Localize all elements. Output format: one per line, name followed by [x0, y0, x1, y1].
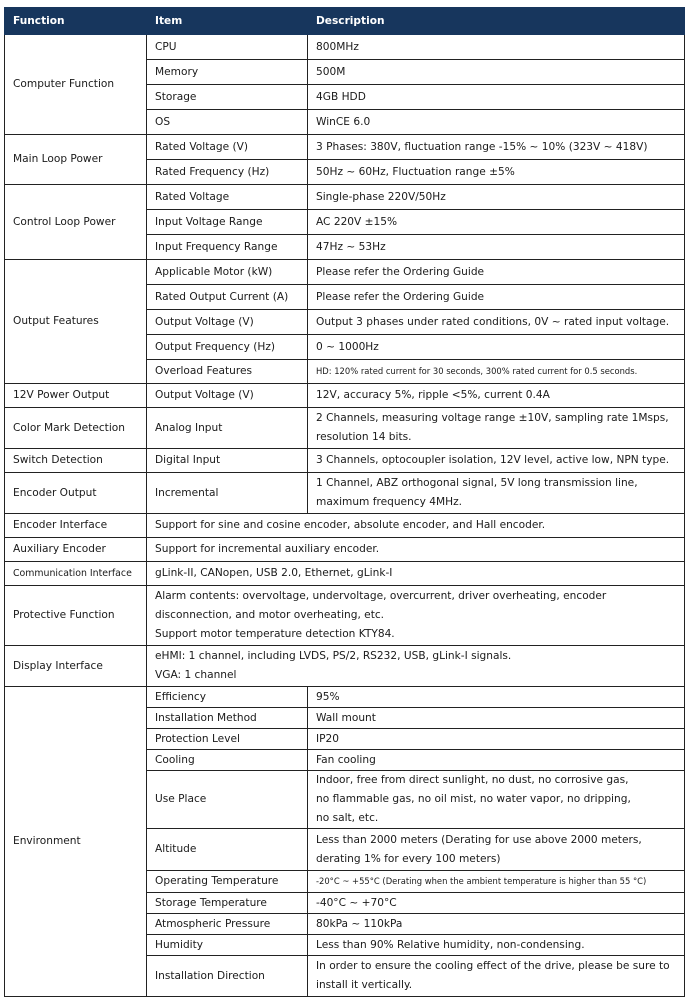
table-row — [5, 586, 685, 646]
description-cell: Less than 90% Relative humidity, non-condensing. — [308, 935, 685, 956]
description-cell: Please refer the Ordering Guide — [308, 260, 685, 285]
function-cell: Computer Function — [5, 35, 147, 135]
function-cell: Communication Interface — [5, 562, 147, 586]
description-cell: 800MHz — [308, 35, 685, 60]
item-cell: Input Frequency Range — [147, 235, 308, 260]
item-cell: Incremental — [147, 473, 308, 514]
item-cell: Installation Method — [147, 708, 308, 729]
description-cell: Support for incremental auxiliary encoder. — [147, 538, 685, 562]
description-cell: In order to ensure the cooling effect of the drive, please be sure to install it vertically. — [308, 956, 685, 997]
table-row — [5, 260, 685, 285]
item-cell: Storage Temperature — [147, 893, 308, 914]
item-cell: Efficiency — [147, 687, 308, 708]
table-row — [5, 185, 685, 210]
table-row — [5, 449, 685, 473]
description-cell: 47Hz ~ 53Hz — [308, 235, 685, 260]
description-cell: Alarm contents: overvoltage, undervoltage, overcurrent, driver overheating, encoder disconnection, and motor overheating, etc. Support motor temperature detection KTY84. — [147, 586, 685, 646]
item-cell: Cooling — [147, 750, 308, 771]
table-row — [5, 687, 685, 708]
function-cell: Control Loop Power — [5, 185, 147, 260]
item-cell: Rated Voltage — [147, 185, 308, 210]
description-cell: 1 Channel, ABZ orthogonal signal, 5V long transmission line, maximum frequency 4MHz. — [308, 473, 685, 514]
description-cell: -20°C ~ +55°C (Derating when the ambient temperature is higher than 55 °C) — [308, 871, 685, 893]
item-cell: Rated Output Current (A) — [147, 285, 308, 310]
description-cell: HD: 120% rated current for 30 seconds, 300% rated current for 0.5 seconds. — [308, 360, 685, 384]
function-cell: Color Mark Detection — [5, 408, 147, 449]
description-cell: Fan cooling — [308, 750, 685, 771]
item-cell: Rated Frequency (Hz) — [147, 160, 308, 185]
item-cell: Use Place — [147, 771, 308, 829]
spec-body — [5, 35, 685, 997]
header-item: Item — [147, 8, 308, 35]
function-cell: Auxiliary Encoder — [5, 538, 147, 562]
description-cell: Indoor, free from direct sunlight, no dust, no corrosive gas, no flammable gas, no oil mist, no water vapor, no dripping, no salt, etc. — [308, 771, 685, 829]
description-cell: Output 3 phases under rated conditions, 0V ~ rated input voltage. — [308, 310, 685, 335]
description-cell: 500M — [308, 60, 685, 85]
description-cell: 50Hz ~ 60Hz, Fluctuation range ±5% — [308, 160, 685, 185]
table-row — [5, 538, 685, 562]
item-cell: Output Voltage (V) — [147, 384, 308, 408]
table-row — [5, 408, 685, 449]
item-cell: Storage — [147, 85, 308, 110]
table-row — [5, 562, 685, 586]
description-cell: Single-phase 220V/50Hz — [308, 185, 685, 210]
item-cell: Digital Input — [147, 449, 308, 473]
item-cell: Operating Temperature — [147, 871, 308, 893]
description-cell: gLink-II, CANopen, USB 2.0, Ethernet, gLink-I — [147, 562, 685, 586]
table-row — [5, 384, 685, 408]
item-cell: Protection Level — [147, 729, 308, 750]
description-cell: Please refer the Ordering Guide — [308, 285, 685, 310]
table-row — [5, 135, 685, 160]
spec-table — [4, 7, 685, 997]
function-cell: Environment — [5, 687, 147, 997]
function-cell: Switch Detection — [5, 449, 147, 473]
header-function: Function — [5, 8, 147, 35]
item-cell: Input Voltage Range — [147, 210, 308, 235]
header-description: Description — [308, 8, 685, 35]
table-row — [5, 35, 685, 60]
item-cell: OS — [147, 110, 308, 135]
item-cell: Altitude — [147, 829, 308, 871]
item-cell: Applicable Motor (kW) — [147, 260, 308, 285]
description-cell: 2 Channels, measuring voltage range ±10V, sampling rate 1Msps, resolution 14 bits. — [308, 408, 685, 449]
table-row — [5, 514, 685, 538]
description-cell: 0 ~ 1000Hz — [308, 335, 685, 360]
header-row — [5, 8, 685, 35]
function-cell: Encoder Output — [5, 473, 147, 514]
description-cell: AC 220V ±15% — [308, 210, 685, 235]
description-cell: Less than 2000 meters (Derating for use above 2000 meters, derating 1% for every 100 meters) — [308, 829, 685, 871]
item-cell: CPU — [147, 35, 308, 60]
item-cell: Atmospheric Pressure — [147, 914, 308, 935]
table-row — [5, 473, 685, 514]
item-cell: Humidity — [147, 935, 308, 956]
description-cell: Support for sine and cosine encoder, absolute encoder, and Hall encoder. — [147, 514, 685, 538]
description-cell: 3 Channels, optocoupler isolation, 12V level, active low, NPN type. — [308, 449, 685, 473]
function-cell: 12V Power Output — [5, 384, 147, 408]
item-cell: Rated Voltage (V) — [147, 135, 308, 160]
item-cell: Overload Features — [147, 360, 308, 384]
description-cell: eHMI: 1 channel, including LVDS, PS/2, RS232, USB, gLink-I signals. VGA: 1 channel — [147, 646, 685, 687]
function-cell: Output Features — [5, 260, 147, 384]
description-cell: 95% — [308, 687, 685, 708]
function-cell: Encoder Interface — [5, 514, 147, 538]
description-cell: 80kPa ~ 110kPa — [308, 914, 685, 935]
description-cell: Wall mount — [308, 708, 685, 729]
function-cell: Protective Function — [5, 586, 147, 646]
item-cell: Output Voltage (V) — [147, 310, 308, 335]
description-cell: 3 Phases: 380V, fluctuation range -15% ~ 10% (323V ~ 418V) — [308, 135, 685, 160]
item-cell: Output Frequency (Hz) — [147, 335, 308, 360]
description-cell: -40°C ~ +70°C — [308, 893, 685, 914]
description-cell: IP20 — [308, 729, 685, 750]
description-cell: 4GB HDD — [308, 85, 685, 110]
item-cell: Memory — [147, 60, 308, 85]
function-cell: Display Interface — [5, 646, 147, 687]
item-cell: Analog Input — [147, 408, 308, 449]
item-cell: Installation Direction — [147, 956, 308, 997]
description-cell: 12V, accuracy 5%, ripple <5%, current 0.4A — [308, 384, 685, 408]
table-row — [5, 646, 685, 687]
function-cell: Main Loop Power — [5, 135, 147, 185]
description-cell: WinCE 6.0 — [308, 110, 685, 135]
